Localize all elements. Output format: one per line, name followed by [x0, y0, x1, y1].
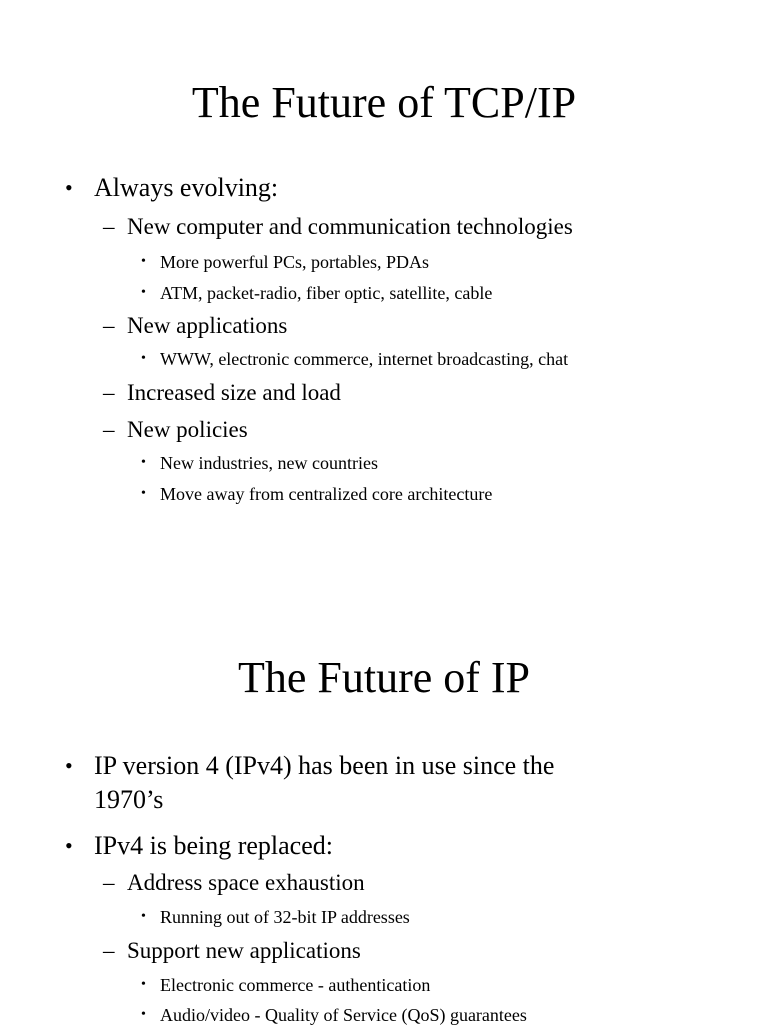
bullet-text: New industries, new countries	[160, 453, 378, 473]
bullet-dot-icon: •	[141, 977, 146, 992]
bullet-dash-icon: –	[103, 938, 115, 963]
bullet-text: IPv4 is being replaced:	[94, 831, 333, 860]
bullet-dash-icon: –	[103, 313, 115, 338]
bullet-text: WWW, electronic commerce, internet broadcasting, chat	[160, 349, 569, 369]
bullet-dash-icon: –	[103, 214, 115, 239]
bullet-dot-icon: •	[65, 753, 73, 778]
bullet-dot-icon: •	[141, 285, 146, 300]
bullet-text: Address space exhaustion	[127, 870, 365, 895]
bullet-dot-icon: •	[141, 351, 146, 366]
bullet-dot-icon: •	[65, 833, 73, 858]
slide-title: The Future of IP	[237, 653, 531, 702]
bullet-text: IP version 4 (IPv4) has been in use since the	[94, 751, 555, 780]
bullet-dot-icon: •	[141, 909, 146, 924]
bullet-text: Electronic commerce - authentication	[160, 975, 431, 995]
bullet-text: New computer and communication technologies	[127, 214, 573, 239]
bullet-dot-icon: •	[141, 455, 146, 470]
bullet-dot-icon: •	[65, 175, 73, 200]
bullet-text: 1970’s	[94, 785, 164, 814]
bullet-dash-icon: –	[103, 380, 115, 405]
bullet-dot-icon: •	[141, 254, 146, 269]
bullet-text: Audio/video - Quality of Service (QoS) guarantees	[160, 1005, 527, 1025]
bullet-text: Support new applications	[127, 938, 361, 963]
bullet-dash-icon: –	[103, 417, 115, 442]
bullet-text: New applications	[127, 313, 288, 338]
bullet-dot-icon: •	[141, 1007, 146, 1022]
bullet-text: Increased size and load	[127, 380, 341, 405]
bullet-dash-icon: –	[103, 870, 115, 895]
bullet-text: Running out of 32-bit IP addresses	[160, 907, 410, 927]
slide-title: The Future of TCP/IP	[191, 78, 577, 127]
slide-2	[0, 600, 768, 1024]
bullet-text: More powerful PCs, portables, PDAs	[160, 252, 429, 272]
bullet-text: ATM, packet-radio, fiber optic, satellite, cable	[160, 283, 493, 303]
bullet-text: New policies	[127, 417, 248, 442]
bullet-text: Move away from centralized core architecture	[160, 484, 493, 504]
bullet-text: Always evolving:	[94, 173, 279, 202]
bullet-dot-icon: •	[141, 486, 146, 501]
